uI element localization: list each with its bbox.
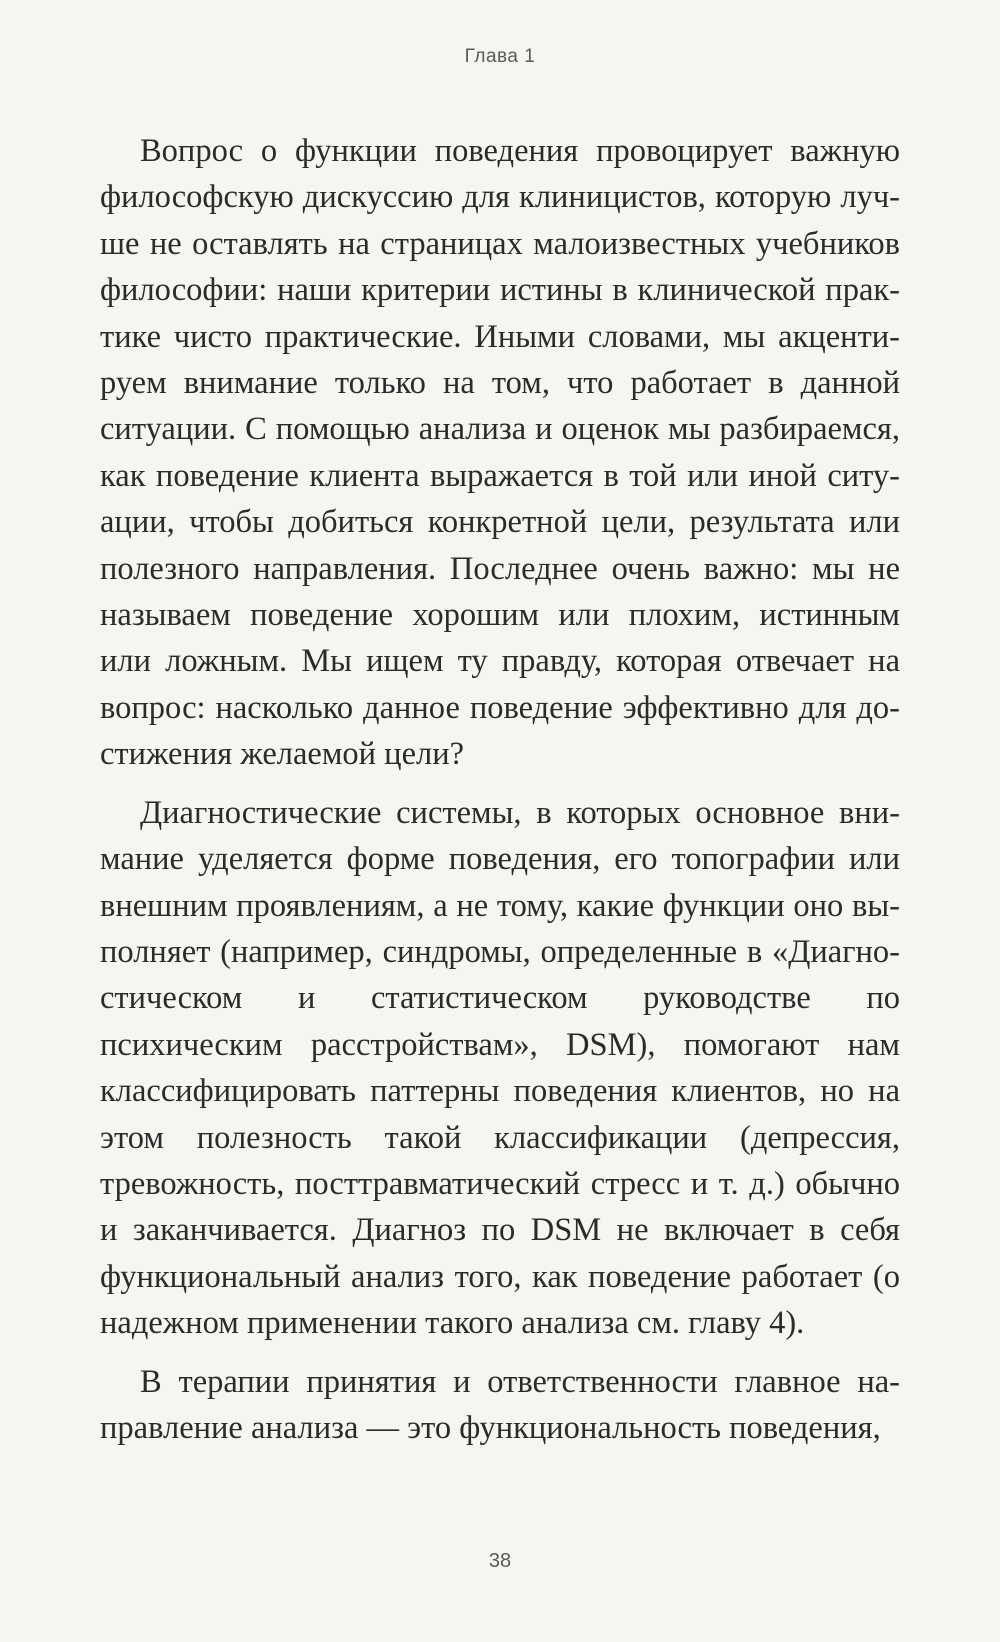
- page-number: 38: [488, 1550, 512, 1572]
- paragraph-2: Диагностические системы, в которых основное внимание уделяется форме поведения, его топографии или внешним проявлениям, а не тому, какие функции оно выполняет (например, синдромы, определенные в «Диагностическом и статистическом руководстве по психическим расстройствам», DSM), помогают нам классифицировать паттерны поведения клиентов, но на этом полезность такой классификации (депрессия, тревожность, посттравматический стресс и т. д.) обычно и заканчивается. Диагноз по DSM не включает в себя функциональный анализ того, как поведение работает (о надежном применении такого анализа см. главу 4).: [100, 794, 900, 1342]
- running-head: Глава 1: [464, 46, 536, 67]
- paragraph-3: В терапии принятия и ответственности главное направление анализа — это функциональность поведения,: [100, 1363, 900, 1446]
- body-text: [100, 128, 900, 1451]
- paragraph-1: Вопрос о функции поведения провоцирует важную философскую дискуссию для клиницистов, которую лучше не оставлять на страницах малоизвестных учебников философии: наши критерии истины в клинической практике чисто практические. Иными словами, мы акцентируем внимание только на том, что работает в данной ситуации. С помощью анализа и оценок мы разбираемся, как поведение клиента выражается в той или иной ситуации, чтобы добиться конкретной цели, результата или полезного направления. Последнее очень важно: мы не называем поведение хорошим или плохим, истинным или ложным. Мы ищем ту правду, которая отвечает на вопрос: насколько данное поведение эффективно для достижения желаемой цели?: [100, 133, 900, 773]
